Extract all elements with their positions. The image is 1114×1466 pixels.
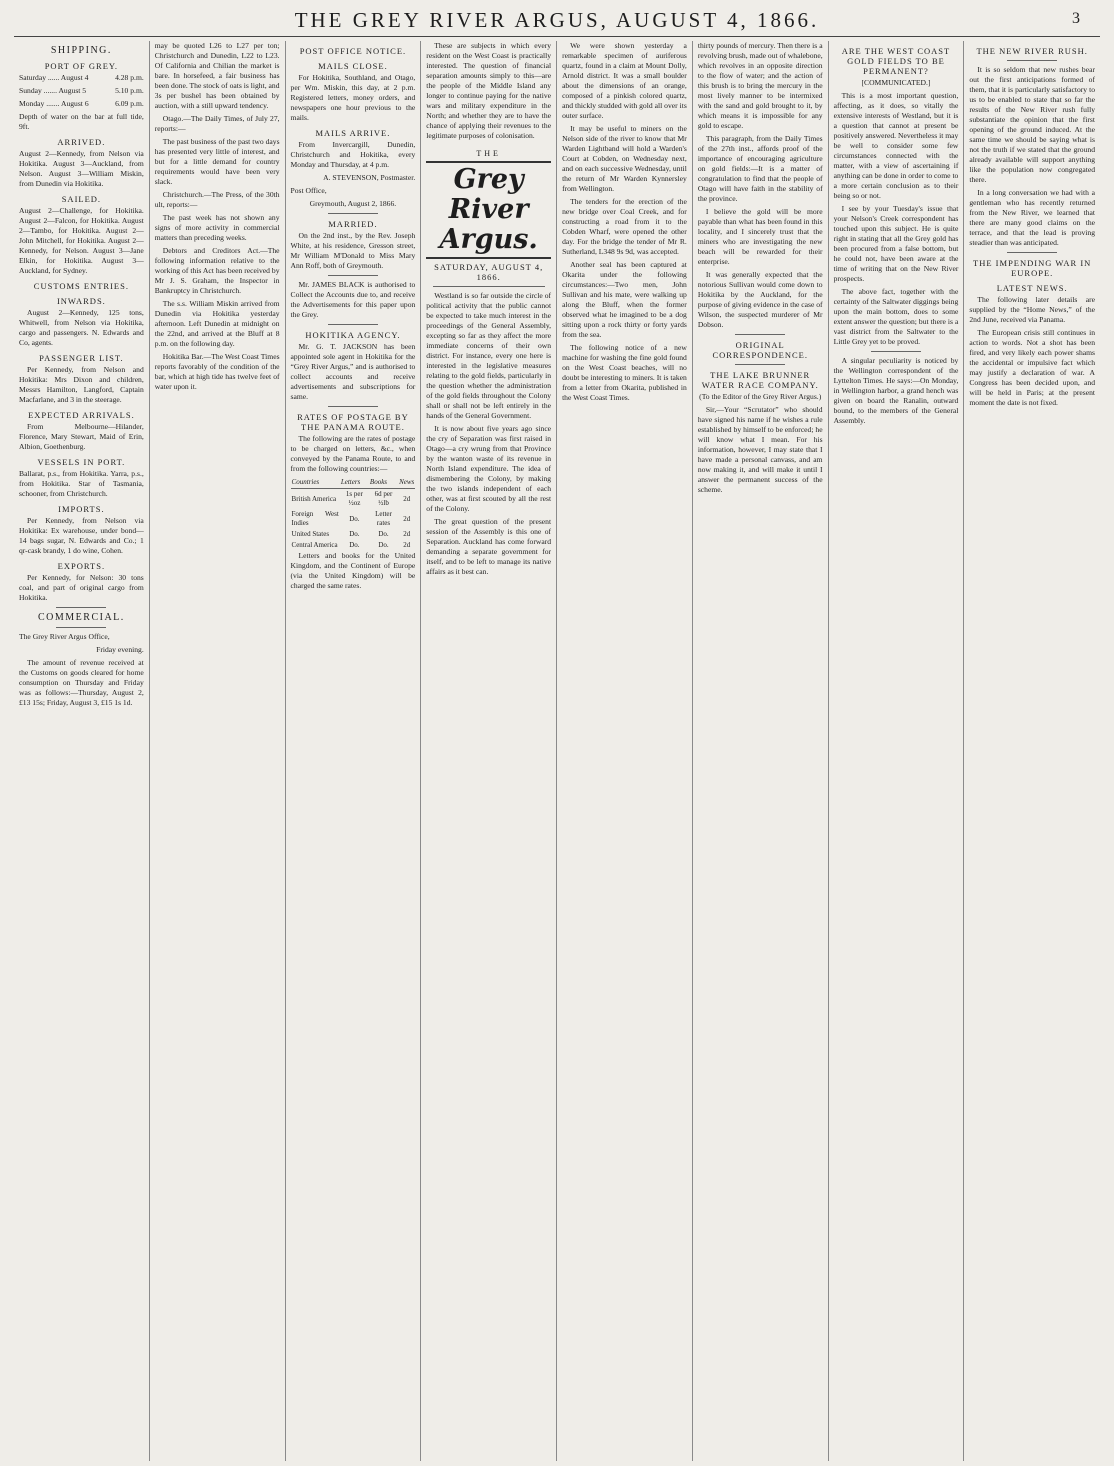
christchurch-report: The past week has not shown any signs of more activity in commercial matters than preceding weeks. <box>154 213 280 242</box>
william-miskin-arrival: The s.s. William Miskin arrived from Dunedin via Hokitika yesterday afternoon. Left Dunedin at midnight on the 22nd, and arrived at the Bluff at 8 p.m. on the following day. <box>154 299 280 348</box>
section-rule <box>735 364 785 365</box>
bridge-tenders-article: The tenders for the erection of the new bridge over Coal Creek, and for constructing a road from it to the Cobden Wharf, were opened the other day. For the bridge the tender of Mr R. Sutherland, L348 9s 9d, was accepted. <box>562 197 687 256</box>
section-rule <box>56 627 106 628</box>
gold-fields-article-3: The above fact, together with the certainty of the Saltwater diggings being upon the main bottom, does to some extent answer the question; but there is a vast district from the Saltwater to the Little Grey yet to be proved. <box>833 287 959 346</box>
customs-heading: CUSTOMS ENTRIES. <box>33 281 129 291</box>
table-row <box>291 489 416 510</box>
rates-header-books: Books <box>369 477 398 489</box>
postage-rates-intro: The following are the rates of postage to be charged on letters, &c., when conveyed by the Panama Route, to and from the following countries:— <box>290 434 416 473</box>
column-markets <box>150 41 286 1461</box>
column-rush-and-war <box>964 41 1100 1461</box>
mails-close-notice: For Hokitika, Southland, and Otago, per Wm. Miskin, this day, at 2 p.m. Registered letters, money orders, and newspapers one hour previous to the mails. <box>290 73 416 122</box>
market-report: may be quoted L26 to L27 per ton; Christchurch and Dunedin, L22 to L23. Of California and Chilian the market is bare. In horsefeed, a fair business has been done. The stock of oats is light, and 3s per bushel has been obtained by auction, with a still upward tendency. <box>154 41 280 110</box>
gold-machine-article: The following notice of a new machine for washing the fine gold found on the West Coast beaches, will no doubt be interesting to miners. It is taken from a letter from Okarita, published in the West Coast Times. <box>562 343 687 402</box>
original-correspondence-heading: ORIGINAL CORRESPONDENCE. <box>712 340 808 360</box>
tide-day: Saturday ...... August 4 <box>19 73 89 82</box>
war-article: The European crisis still continues in action to words. Not a shot has been fired, and very likely each power shams the accidental or impulsive fact which may justify a declaration of war. A Congress has been decided upon, and will be held in Paris; at the present moment the date is not fixed. <box>969 328 1095 407</box>
vessels-in-port-heading: VESSELS IN PORT. <box>37 457 126 467</box>
page-number: 3 <box>1072 10 1080 27</box>
otago-heading: Otago.—The Daily Times, of July 27, reports:— <box>154 114 280 133</box>
rates-header-letters: Letters <box>340 477 369 489</box>
rate-country: British America <box>291 494 337 503</box>
sailed-list: August 2—Challenge, for Hokitika. August 2—Falcon, for Hokitika. August 2—Tambo, for Hokitika. August 2—John Mitchell, for Hokitika. August 2—Kennedy, for Nelson. August 3—Jane Elkin, for Hokitika. August 3—Auckland, for Sydney. <box>19 206 144 275</box>
rate-letters: Do. <box>349 541 360 549</box>
latest-news-heading: LATEST NEWS. <box>996 283 1068 293</box>
rate-country: United States <box>291 530 330 538</box>
masthead: Grey River Argus. <box>426 161 551 259</box>
tide-row <box>19 99 144 109</box>
section-rule <box>328 213 378 214</box>
arrived-list: August 2—Kennedy, from Nelson via Hokitika. August 3—Auckland, from Nelson. August 3—William Miskin, from Dunedin via Hokitika. <box>19 149 144 188</box>
new-river-rush-article-2: In a long conversation we had with a gentleman who has recently returned from the New River, we learned that there are many good claims on the terrace, and that the lead is proving steadier than was anticipated. <box>969 188 1095 247</box>
inwards-heading: INWARDS. <box>56 296 106 306</box>
wellington-peculiarity-article: A singular peculiarity is noticed by the Wellington correspondent of the Lyttelton Times. He says:—On Monday, in Wellington harbor, a grand hench was given on board the Ranalin, outward bound, to the members of the General Assembly. <box>833 356 959 425</box>
agriculture-article: This paragraph, from the Daily Times of the 27th inst., affords proof of the importance of encouraging agriculture on gold fields:—It is a matter of congratulation to find that the people of Otago will have faith in the stability of the province. <box>697 134 823 203</box>
wardens-court-article: It may be useful to miners on the Nelson side of the river to know that Mr Warden Lightband will hold a Warden's Court at Cobden, on Wednesday next, and on each successive Wednesday, until the return of Mr Warden Kynnersley from Wellington. <box>562 124 687 193</box>
seal-capture-article: Another seal has been captured at Okarita under the following circumstances:—Two men, John Sullivan and his mate, were walking up along the Bluff, when the former observed what he imagined to be a dog sitting upon a rock thirty or forty yards from the sea. <box>562 260 687 339</box>
married-heading: MARRIED. <box>328 219 378 229</box>
sailed-heading: SAILED. <box>61 194 102 204</box>
column-notices <box>286 41 422 1461</box>
quartz-specimen-article: We were shown yesterday a remarkable specimen of auriferous quartz, found in a claim at Mount Dolly, Arnold district. It was a small boulder about the dimensions of an orange, composed of a pinkish colored quartz, and thickly studded with gold all over its outer surface. <box>562 41 687 120</box>
communicated-tag: [COMMUNICATED.] <box>861 78 931 87</box>
leader-intro: These are subjects in which every resident on the West Coast is practically interested. The question of financial separation amounts simply to this—are the people of the Middle Island any longer to continue paying for the native wars and military expenditure in the North; and whether they are to have the chance of applying their revenues to the legitimate purposes of colonisation. <box>426 41 552 140</box>
port-heading: PORT OF GREY. <box>44 61 119 71</box>
vessels-in-port: Ballarat, p.s., from Hokitika. Yarra, p.s., from Hokitika. Star of Tasmania, schooner, from Christchurch. <box>19 469 144 498</box>
rates-header-countries: Countries <box>291 477 340 489</box>
mails-arrive-notice: From Invercargill, Dunedin, Christchurch and Hokitika, every Monday and Thursday, at 4 p.m. <box>290 140 416 169</box>
running-header <box>14 6 1100 37</box>
water-race-letter: Sir,—Your “Scrutator” who should have signed his name if he wishes a rule established by himself to be enforced; he will know what I mean. For his information, however, I may state that I have made a personal canvass, and am now making it, and will make it until I answer the permanent success of the scheme. <box>697 405 823 494</box>
rate-country: Foreign West Indies <box>291 510 339 527</box>
otago-report: The past business of the past two days has presented very little of interest, and but for a little demand for country requirements would have been very slack. <box>154 137 280 186</box>
passenger-list-heading: PASSENGER LIST. <box>39 353 124 363</box>
hokitika-bar-note: Hokitika Bar.—The West Coast Times reports favorably of the condition of the bar, which at high tide has twelve feet of water upon it. <box>154 352 280 391</box>
tide-time: 4.28 p.m. <box>115 73 144 82</box>
commercial-heading: COMMERCIAL. <box>37 612 125 623</box>
section-rule <box>871 351 921 352</box>
post-office-heading: POST OFFICE NOTICE. <box>299 46 407 56</box>
new-river-rush-heading: THE NEW RIVER RUSH. <box>976 46 1088 56</box>
imports-heading: IMPORTS. <box>58 504 105 514</box>
gold-fields-article: This is a most important question, affecting, as it does, so vitally the extensive interests of Westland, but it is a question that cannot at present be positively answered. Nevertheless it may be well to consider some few circumstances connected with the matter, with a view of ascertaining if anything can be done in order to come to a more certain conclusion as to their being so or not. <box>833 91 959 200</box>
postage-rates-table <box>291 477 416 551</box>
marriage-notice: On the 2nd inst., by the Rev. Joseph White, at his residence, Gresson street, Mr William M'Donald to Miss Mary Ann Roff, both of Greymouth. <box>290 231 416 270</box>
rate-news: 2d <box>403 530 411 538</box>
section-rule <box>1007 60 1057 61</box>
machine-article-continued: thirty pounds of mercury. Then there is a revolving brush, made out of whalebone, which revolves in an opposite direction to the flow of water; and the action of this brush is to bring the mercury in the most lively manner to be intermixed with the sand and gold brought to it, by which means it is impossible for any gold to escape. <box>697 41 823 130</box>
exports-list: Per Kennedy, for Nelson: 30 tons coal, and part of original cargo from Hokitika. <box>19 573 144 602</box>
section-rule <box>1007 252 1057 253</box>
expected-arrivals: From Melbourne—Hilander, Florence, Mary Stewart, Maid of Erin, Albion, Goethenburg. <box>19 422 144 451</box>
table-row <box>291 540 416 551</box>
arrived-heading: ARRIVED. <box>57 137 106 147</box>
column-correspondence <box>693 41 829 1461</box>
leader-article-separation: It is now about five years ago since the cry of Separation was first raised in Otago—a cry wrung from that Province by the wanton waste of its revenue in North Island expenditure. The idea of dismembering the Colony, by making the two islands independent of each other, was at first scouted by all the rest of the Colony. <box>426 424 552 513</box>
rates-header-news: News <box>398 477 415 489</box>
rate-letters: Do. <box>349 530 360 538</box>
gold-fields-article-2: I see by your Tuesday's issue that your Nelson's Creek correspondent has touched upon this subject. He is quite right in stating that all the Grey gold has been procured from a false bottom, but he could not, have been aware at the time of writing that on the New River prospects. <box>833 204 959 283</box>
new-river-rush-article: It is so seldom that new rushes bear out the first anticipations formed of them, that it is particularly satisfactory to us to be enabled to state that so far the results of the New River rush fully substantiate the opinion that the first opening of the ground induced. At the same time we should be saying what is not the truth if we stated that the ground already available will support anything like the population now congregated there. <box>969 65 1095 184</box>
tide-row <box>19 73 144 83</box>
tide-table <box>19 73 144 109</box>
tide-row <box>19 86 144 96</box>
war-in-europe-heading: THE IMPENDING WAR IN EUROPE. <box>973 258 1092 278</box>
tide-day: Monday ....... August 6 <box>19 99 89 108</box>
james-black-notice: Mr. JAMES BLACK is authorised to Collect the Accounts due to, and receive the Advertisements for this paper upon the Grey. <box>290 280 416 319</box>
tide-time: 5.10 p.m. <box>115 86 144 95</box>
section-rule <box>328 324 378 325</box>
columns <box>14 41 1100 1461</box>
section-rule <box>56 607 106 608</box>
rate-news: 2d <box>403 494 411 503</box>
masthead-the: THE <box>476 149 501 158</box>
water-race-heading: THE LAKE BRUNNER WATER RACE COMPANY. <box>701 370 819 390</box>
rate-letters: 1s per ½oz <box>345 490 363 507</box>
column-leader <box>421 41 557 1461</box>
commercial-report: The amount of revenue received at the Customs on goods cleared for home consumption on Thursday and Friday was as follows:—Thursday, August 2, £13 15s; Friday, August 3, £15 1s 1d. <box>19 658 144 707</box>
section-rule <box>328 275 378 276</box>
section-rule <box>433 286 545 287</box>
debtors-act-article: Debtors and Creditors Act.—The following information relative to the working of this Act has been received by Mr J. S. Graham, the Inspector in Bankruptcy in Christchurch. <box>154 246 280 295</box>
exports-heading: EXPORTS. <box>57 561 106 571</box>
leader-article: Westland is so far outside the circle of political activity that the public cannot be expected to take much interest in the proceedings of the General Assembly, excepting so far as they affect the more immediate concerns of their own district. For instance, every one here is interested in the legislative measures relating to the gold fields, particularly in the question whether the administration of the gold fields throughout the Colony shall or shall not be left entirely in the hands of the General Government. <box>426 291 552 420</box>
column-gold-fields <box>829 41 965 1461</box>
rate-books: Do. <box>378 530 389 538</box>
postmaster-signature: A. STEVENSON, Postmaster. <box>323 173 416 182</box>
section-rule <box>328 406 378 407</box>
rate-books: 6d per ½lb <box>374 490 393 507</box>
post-office-place: Post Office, <box>290 186 327 195</box>
tide-time: 6.09 p.m. <box>115 99 144 108</box>
hokitika-agency-heading: HOKITIKA AGENCY. <box>305 330 401 340</box>
commercial-office: The Grey River Argus Office, <box>19 632 110 641</box>
rate-news: 2d <box>403 514 411 523</box>
expected-arrivals-heading: EXPECTED ARRIVALS. <box>28 410 135 420</box>
war-intro: The following later details are supplied by the “Home News,” of the 2nd June, received via Panama. <box>969 295 1095 324</box>
passenger-list: Per Kennedy, from Nelson and Hokitika: Mrs Dixon and children, Messrs Hamilton, Langford, Captain Macfarlane, and 3 in the steerage. <box>19 365 144 404</box>
bar-depth-note: Depth of water on the bar at full tide, 9ft. <box>19 112 144 131</box>
rate-letters: Do. <box>349 514 360 523</box>
postage-rates-note: Letters and books for the United Kingdom, and the Continent of Europe (via the United Kingdom) will be charged the same rates. <box>290 551 416 590</box>
imports-list: Per Kennedy, from Nelson via Hokitika: Ex warehouse, under bond—14 bags sugar, N. Edwards and Co.; 1 qr-cask brandy, 1 do wine, Cohen. <box>19 516 144 555</box>
gold-fields-heading: ARE THE WEST COAST GOLD FIELDS TO BE PERMANENT? <box>841 46 951 76</box>
tide-day: Sunday ....... August 5 <box>19 86 87 95</box>
postage-rates-heading: RATES OF POSTAGE BY THE PANAMA ROUTE. <box>297 412 409 432</box>
sullivan-article: It was generally expected that the notorious Sullivan would come down to Hokitika by the Auckland, for the purpose of giving evidence in the case of Wilson, the suspected murderer of Mr Dobson. <box>697 270 823 329</box>
rate-news: 2d <box>403 541 411 549</box>
section-rule <box>735 334 785 335</box>
post-office-date: Greymouth, August 2, 1866. <box>309 199 397 208</box>
column-news <box>557 41 693 1461</box>
shipping-heading: SHIPPING. <box>50 45 112 56</box>
inwards-entry: August 2—Kennedy, 125 tons, Whitwell, from Nelson via Hokitika, cargo and passengers. N. Edwards and Co, agents. <box>19 308 144 347</box>
table-row <box>291 509 416 529</box>
postage-rates-header-row <box>291 477 416 489</box>
rate-country: Central America <box>291 541 338 549</box>
table-row <box>291 529 416 540</box>
issue-date: SATURDAY, AUGUST 4, 1866. <box>434 262 544 282</box>
rate-books: Do. <box>378 541 389 549</box>
letter-addressee: (To the Editor of the Grey River Argus.) <box>699 392 822 401</box>
mails-close-heading: MAILS CLOSE. <box>318 61 388 71</box>
hokitika-agency-notice: Mr. G. T. JACKSON has been appointed sole agent in Hokitika for the “Grey River Argus,” and is authorised to collect accounts and receive advertisements and subscriptions for same. <box>290 342 416 401</box>
newspaper-running-title: THE GREY RIVER ARGUS, AUGUST 4, 1866. <box>294 8 820 32</box>
leader-article-session: The great question of the present session of the Assembly is this one of Separation. Auckland has come forward demanding a separate government for itself, and to be left to manage its native affairs as it best can. <box>426 517 552 576</box>
column-shipping <box>14 41 150 1461</box>
mails-arrive-heading: MAILS ARRIVE. <box>315 128 391 138</box>
commercial-date: Friday evening. <box>96 645 144 654</box>
new-beach-article: I believe the gold will be more payable than what has been found in this locality, and I sincerely trust that the miners who are investigating the new beach will be rewarded for their enterprise. <box>697 207 823 266</box>
rate-books: Letter rates <box>375 510 392 527</box>
christchurch-heading: Christchurch.—The Press, of the 30th ult, reports:— <box>154 190 280 209</box>
